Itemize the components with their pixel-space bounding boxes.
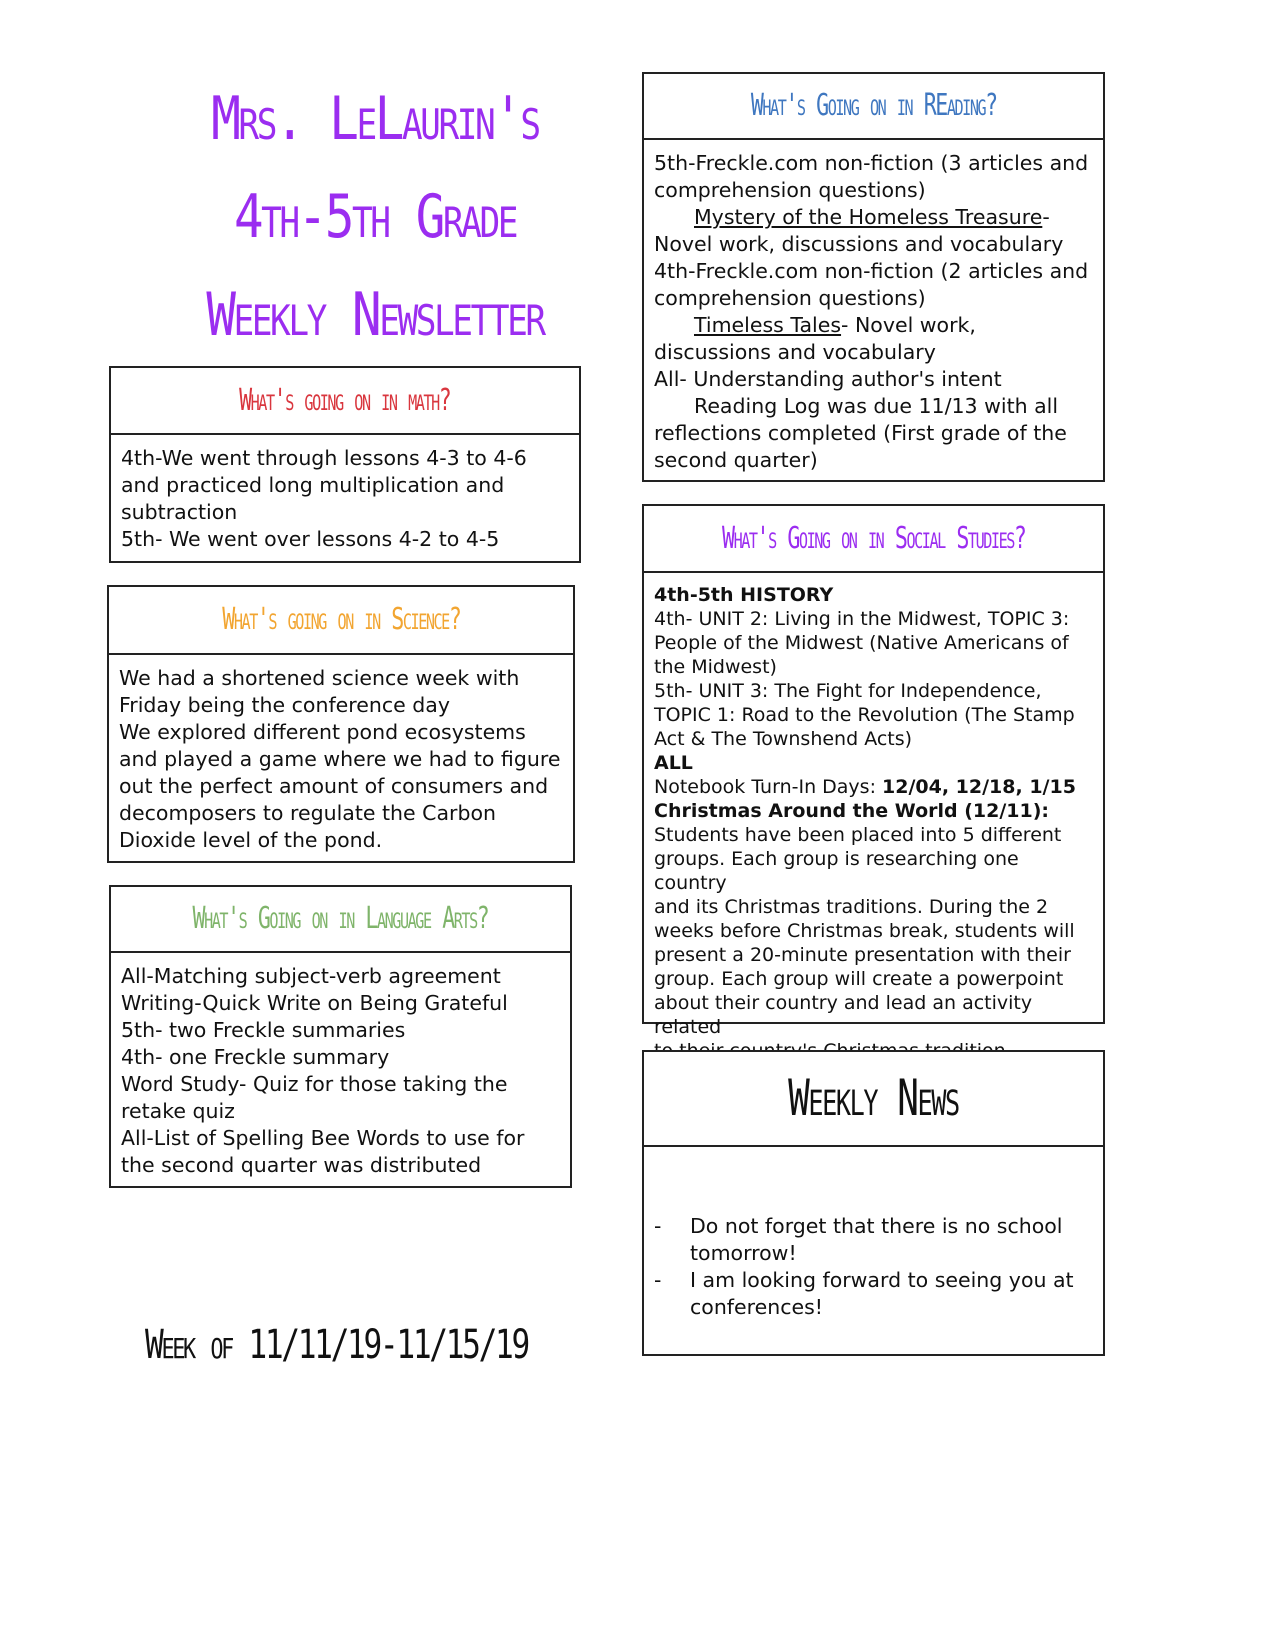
reading-line: All- Understanding author's intent: [654, 367, 1002, 391]
language-arts-line: 4th- one Freckle summary: [121, 1045, 390, 1069]
math-box: [109, 366, 581, 563]
news-list: [654, 1213, 1087, 1321]
language-arts-line: All-Matching subject-verb agreement: [121, 964, 501, 988]
reading-line: comprehension questions): [654, 286, 926, 310]
math-line: 4th-We went through lessons 4-3 to 4-6: [121, 446, 527, 470]
all-label: ALL: [654, 752, 693, 774]
news-item: - I am looking forward to seeing you at conferences!: [654, 1267, 1087, 1321]
science-line: Dioxide level of the pond.: [119, 828, 383, 852]
reading-line: 4th-Freckle.com non-fiction (2 articles and: [654, 259, 1089, 283]
social-studies-line: 5th- UNIT 3: The Fight for Independence,: [654, 680, 1042, 702]
social-studies-line: group. Each group will create a powerpoint: [654, 968, 1064, 990]
language-arts-line: the second quarter was distributed: [121, 1153, 482, 1177]
language-arts-line: Word Study- Quiz for those taking the: [121, 1072, 508, 1096]
math-body: [111, 435, 579, 561]
reading-line: 5th-Freckle.com non-fiction (3 articles and: [654, 151, 1089, 175]
science-box: [107, 585, 575, 863]
social-studies-line: Students have been placed into 5 different: [654, 824, 1062, 846]
social-studies-line: and its Christmas traditions. During the 2: [654, 896, 1049, 918]
social-studies-line: Act & The Townshend Acts): [654, 728, 913, 750]
social-studies-line: present a 20-minute presentation with their: [654, 944, 1071, 966]
weekly-news-body: [644, 1147, 1103, 1329]
book-title-mystery: Mystery of the Homeless Treasure: [694, 205, 1043, 229]
social-studies-box: [642, 504, 1105, 1038]
reading-line: Reading Log was due 11/13 with all: [694, 394, 1059, 418]
math-heading: What's going on in math?: [111, 368, 579, 435]
science-line: We had a shortened science week with: [119, 666, 520, 690]
reading-book-line: Timeless Tales- Novel work,: [694, 313, 976, 337]
social-studies-line: weeks before Christmas break, students will: [654, 920, 1075, 942]
notebook-dates: 12/04, 12/18, 1/15: [882, 776, 1076, 798]
social-studies-line: the Midwest): [654, 656, 777, 678]
reading-line: discussions and vocabulary: [654, 340, 936, 364]
reading-book-line: Mystery of the Homeless Treasure-: [694, 205, 1050, 229]
language-arts-line: Writing-Quick Write on Being Grateful: [121, 991, 508, 1015]
language-arts-line: retake quiz: [121, 1099, 235, 1123]
math-line: 5th- We went over lessons 4-2 to 4-5: [121, 527, 500, 551]
science-line: out the perfect amount of consumers and: [119, 774, 549, 798]
math-line: and practiced long multiplication and: [121, 473, 505, 497]
reading-box: [642, 72, 1105, 482]
social-studies-heading: What's Going on in Social Studies?: [644, 506, 1103, 573]
title-line-grade: 4th-5th Grade: [233, 182, 517, 252]
reading-line: Novel work, discussions and vocabulary: [654, 232, 1064, 256]
notebook-line: Notebook Turn-In Days: 12/04, 12/18, 1/15: [654, 776, 1076, 798]
book-title-timeless: Timeless Tales: [694, 313, 842, 337]
science-line: Friday being the conference day: [119, 693, 450, 717]
language-arts-body: [111, 953, 570, 1187]
science-line: We explored different pond ecosystems: [119, 720, 526, 744]
math-line: subtraction: [121, 500, 238, 524]
newsletter-title: [158, 70, 593, 364]
reading-line: comprehension questions): [654, 178, 926, 202]
reading-line: reflections completed (First grade of the: [654, 421, 1067, 445]
weekly-news-box: [642, 1050, 1105, 1356]
science-body: [109, 655, 573, 862]
reading-body: [644, 140, 1103, 482]
history-label: 4th-5th HISTORY: [654, 584, 834, 606]
science-heading: What's going on in Science?: [109, 587, 573, 655]
title-line-teacher: Mrs. LeLaurin's: [211, 84, 539, 154]
science-line: and played a game where we had to figure: [119, 747, 561, 771]
science-line: decomposers to regulate the Carbon: [119, 801, 497, 825]
language-arts-box: [109, 885, 572, 1188]
weekly-news-heading: Weekly News: [644, 1052, 1103, 1147]
social-studies-line: groups. Each group is researching one country: [654, 848, 1019, 894]
reading-line: second quarter): [654, 448, 818, 472]
social-studies-body: [644, 573, 1103, 1071]
title-line-newsletter: Weekly Newsletter: [206, 280, 544, 350]
language-arts-line: All-List of Spelling Bee Words to use for: [121, 1126, 525, 1150]
language-arts-line: 5th- two Freckle summaries: [121, 1018, 406, 1042]
social-studies-line: TOPIC 1: Road to the Revolution (The Stamp: [654, 704, 1075, 726]
christmas-label: Christmas Around the World (12/11):: [654, 800, 1050, 822]
reading-heading: What's Going on in REading?: [644, 74, 1103, 140]
social-studies-line: 4th- UNIT 2: Living in the Midwest, TOPIC 3:: [654, 608, 1070, 630]
social-studies-line: People of the Midwest (Native Americans of: [654, 632, 1069, 654]
news-item: - Do not forget that there is no school tomorrow!: [654, 1213, 1087, 1267]
social-studies-line: about their country and lead an activity related: [654, 992, 1033, 1038]
language-arts-heading: What's Going on in Language Arts?: [111, 887, 570, 953]
week-label: Week of 11/11/19-11/15/19: [145, 1322, 528, 1368]
